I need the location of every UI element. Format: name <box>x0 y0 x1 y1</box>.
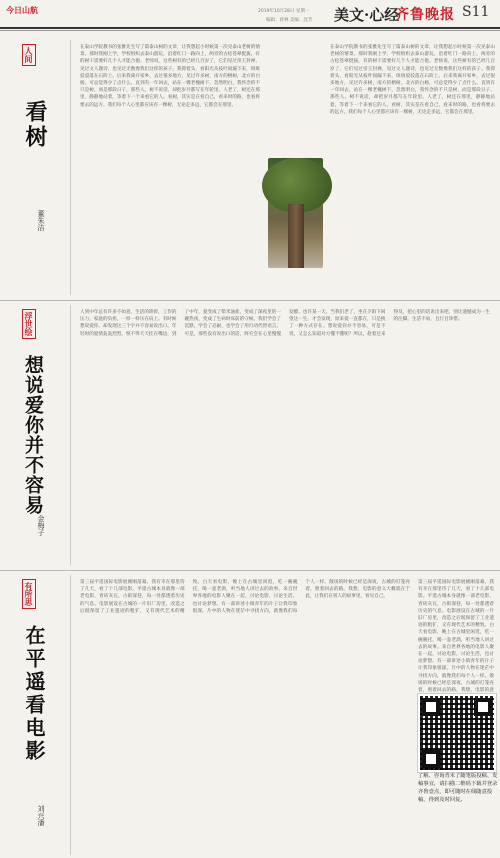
article-title: 在平遥看电影 <box>22 625 46 763</box>
article-divider <box>0 570 500 571</box>
article-side-column <box>0 575 76 855</box>
article-body-continued: 第三届平遥国际电影展刚刚落幕，我有幸在那里待了几天，看了十几部电影。平遥古城本身就像一部老电影，青砖灰瓦，古街深巷，每一处都透着历史的气息。电影展设在古城的一片旧厂房里，改造之后既保留了工业遗迹的粗犷，又有现代艺术的精致。白天看电影，晚上在古城里闲逛，吃一碗碗托，喝一壶老酒，听当地人讲过去的故事。来自世界各地的电影人聚在一起，讨论电影，讨论生活，也讨论梦想。有一部讲述小镇青年的片子让我印象很深，片中的人物在迷茫中寻找方向，就像我们每个人一样。散场的时候已经是深夜，古城的灯笼亮着，照着回去的路。我想，电影的意 <box>418 580 494 694</box>
qr-caption: 了解、咨询青未了随笔版投稿、发稿事宜，请扫描二维码下载并登录齐鲁壹点，即可随时在线随意投稿，得到及时回复。 <box>418 773 498 803</box>
side-divider <box>70 575 71 855</box>
qr-finder-top-right <box>474 698 492 716</box>
editors-line: 编辑：蒋林 美编：沈芳 <box>266 18 313 23</box>
article-body: 第三届平遥国际电影展刚刚落幕，我有幸在那里待了几天，看了十几部电影。平遥古城本身就像一部老电影，青砖灰瓦，古街深巷，每一处都透着历史的气息。电影展设在古城的一片旧厂房里，改造之后既保留了工业遗迹的粗犷，又有现代艺术的精致。白天看电影，晚上在古城里闲逛，吃一碗碗托，喝一壶老酒，听当地人讲过去的故事。来自世界各地的电影人聚在一起，讨论电影，讨论生活，也讨论梦想。有一部讲述小镇青年的片子让我印象很深，片中的人物在迷茫中寻找方向，就像我们每个人一样。散场的时候已经是深夜，古城的灯笼亮着，照着回去的路。我想，电影的意义大概就在于此，让我们在别人的故事里，看见自己。 <box>80 580 410 614</box>
column-tag: 有所思 <box>22 579 36 609</box>
newspaper-logo: 齐鲁晚报 <box>395 7 455 23</box>
qr-code[interactable] <box>418 694 496 772</box>
article-love-not-easy <box>0 305 500 565</box>
article-author: 刘兴潘 <box>37 805 45 826</box>
qr-finder-top-left <box>422 698 440 716</box>
article-divider <box>0 300 500 301</box>
header-rule <box>0 27 500 29</box>
issue-date: 2019年10月28日 星期一 <box>258 9 310 14</box>
page-number: S11 <box>462 4 490 20</box>
paper-section-tag: 今日山航 <box>6 6 38 15</box>
side-divider <box>70 305 71 565</box>
article-author: 董朱洁 <box>37 210 45 231</box>
article-title: 看树 <box>22 100 48 150</box>
qr-finder-bottom-left <box>422 750 440 768</box>
tree-trunk <box>288 204 304 268</box>
article-body: 人到中年总有许多不如意，生活的琐碎，工作的压力，家庭的负担，一样一样压在肩上。有时候想说爱你，却发现这三个字并不容易说出口。年轻时的爱情轰轰烈烈，恨不得天天挂在嘴边，到了中年，爱变成了柴米油盐，变成了深夜里的一碗热汤，变成了生病时床前的守候。我们学会了沉默，学会了忍耐，也学会了用行动代替语言。可是，那些没有说出口的话，终究会在心里慢慢发酵。也许某一天，当我们老了，坐在夕阳下回望这一生，才会发现，原来爱一直都在，只是换了一种方式存在。想说爱你并不容易，可是不说，又怎么知道对方懂不懂呢？所以，趁着还来得及，把心里的话说出来吧，别让遗憾成为一生的注脚。生活不易，且行且珍惜。 <box>80 310 490 337</box>
column-tag: 人间 <box>22 44 36 66</box>
article-side-column <box>0 40 76 295</box>
side-divider <box>70 40 71 295</box>
column-tag: 浮世绘 <box>22 309 36 339</box>
article-title: 想说爱你并不容易 <box>22 355 44 515</box>
article-look-at-trees <box>0 40 500 295</box>
article-body: 在泰山学院教书的张雅先生写了篇泰山树的文章，让我想起小时候第一次见泰山老树的情景。那时我刚上学，学校组织去泰山游玩，沿着红门一路向上，两旁的古松苍翠挺拔，有的树干需要好几个人才能合抱。老师说，这些树有的已经几百岁了，它们见过帝王封禅，见过文人题诗，也见过无数像我们这样的孩子。我仰着头，看阳光从枝叶间漏下来，斑斑驳驳落在石阶上。后来我离开家乡，去过很多地方，见过许多树，南方的榕树，北方的白杨，可总觉得少了点什么。直到有一年回去，站在一棵老槐树下，忽然明白，我怀念的不只是树，而是那段日子，那些人。树不说话，却把岁月都写在年轮里。人老了，树还在那里，静静地站着，等着下一个来看它的人。看树，其实是在看自己，看来时的路，也看将要去的远方。我们每个人心里都应该有一棵树，无论走多远，它都会在那里。 <box>80 45 260 108</box>
tree-photo <box>268 158 323 268</box>
article-side-column <box>0 305 76 565</box>
header-rule-thin <box>0 30 500 31</box>
section-title: 美文·心经 <box>334 6 400 24</box>
article-body-continued: 在泰山学院教书的张雅先生写了篇泰山树的文章，让我想起小时候第一次见泰山老树的情景。那时我刚上学，学校组织去泰山游玩，沿着红门一路向上，两旁的古松苍翠挺拔，有的树干需要好几个人才能合抱。老师说，这些树有的已经几百岁了，它们见过帝王封禅，见过文人题诗，也见过无数像我们这样的孩子。我仰着头，看阳光从枝叶间漏下来，斑斑驳驳落在石阶上。后来我离开家乡，去过很多地方，见过许多树，南方的榕树，北方的白杨，可总觉得少了点什么。直到有一年回去，站在一棵老槐树下，忽然明白，我怀念的不只是树，而是那段日子，那些人。树不说话，却把岁月都写在年轮里。人老了，树还在那里，静静地站着，等着下一个来看它的人。看树，其实是在看自己，看来时的路，也看将要去的远方。我们每个人心里都应该有一棵树，无论走多远，它都会在那里。 <box>330 45 495 115</box>
article-author: 金梅子 <box>37 515 45 536</box>
page-header <box>0 0 500 34</box>
